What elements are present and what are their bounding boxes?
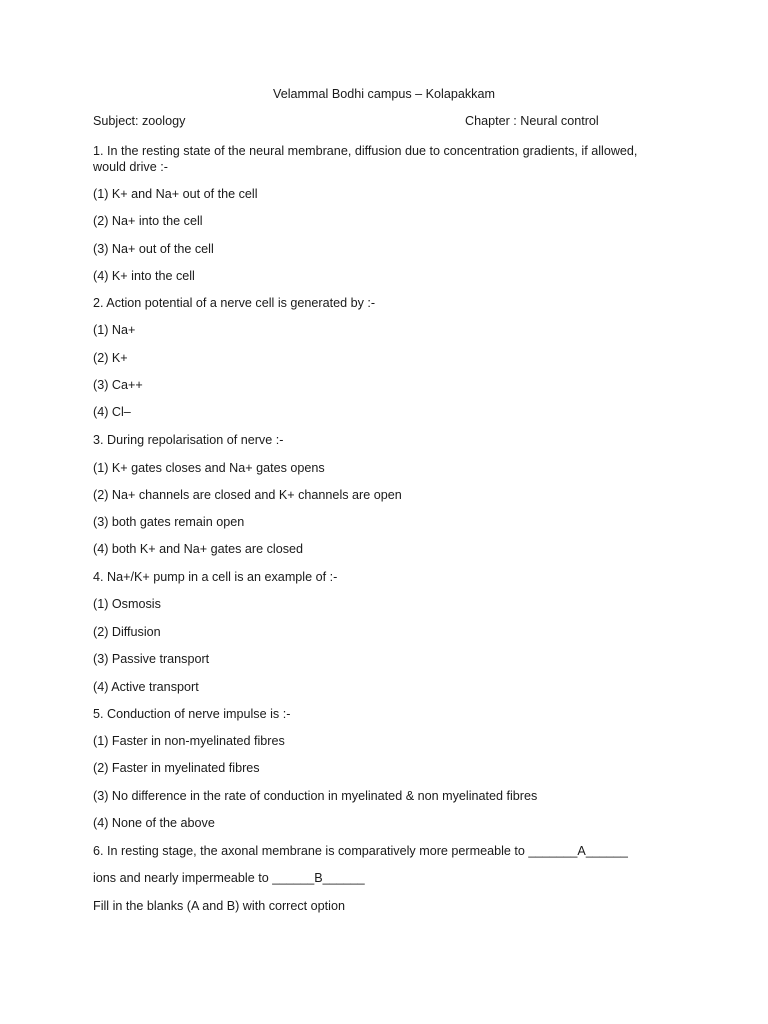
q6-instruction: Fill in the blanks (A and B) with correct option (93, 899, 345, 913)
q2-option-1: (1) Na+ (93, 323, 136, 337)
q4-option-4: (4) Active transport (93, 680, 199, 694)
q1-option-3: (3) Na+ out of the cell (93, 242, 214, 256)
question-5: 5. Conduction of nerve impulse is :- (93, 707, 291, 721)
q2-option-4: (4) Cl– (93, 405, 131, 419)
q6-continuation: ions and nearly impermeable to ______B______ (93, 871, 365, 885)
q1-option-1: (1) K+ and Na+ out of the cell (93, 187, 258, 201)
question-6: 6. In resting stage, the axonal membrane is comparatively more permeable to _______A______ (93, 844, 628, 858)
q2-option-3: (3) Ca++ (93, 378, 143, 392)
q5-option-2: (2) Faster in myelinated fibres (93, 761, 260, 775)
q5-option-4: (4) None of the above (93, 816, 215, 830)
q3-option-3: (3) both gates remain open (93, 515, 245, 529)
q4-option-1: (1) Osmosis (93, 597, 161, 611)
q5-option-3: (3) No difference in the rate of conduction in myelinated & non myelinated fibres (93, 789, 538, 803)
q4-option-2: (2) Diffusion (93, 625, 161, 639)
question-4: 4. Na+/K+ pump in a cell is an example of :- (93, 570, 338, 584)
chapter-label: Chapter : Neural control (465, 114, 599, 128)
q3-option-4: (4) both K+ and Na+ gates are closed (93, 542, 304, 556)
q3-option-2: (2) Na+ channels are closed and K+ channels are open (93, 488, 402, 502)
q5-option-1: (1) Faster in non-myelinated fibres (93, 734, 285, 748)
document-title: Velammal Bodhi campus – Kolapakkam (273, 87, 495, 101)
q1-option-2: (2) Na+ into the cell (93, 214, 203, 228)
q1-option-4: (4) K+ into the cell (93, 269, 195, 283)
q3-option-1: (1) K+ gates closes and Na+ gates opens (93, 461, 325, 475)
q4-option-3: (3) Passive transport (93, 652, 210, 666)
q2-option-2: (2) K+ (93, 351, 128, 365)
subject-label: Subject: zoology (93, 114, 186, 128)
question-1: 1. In the resting state of the neural membrane, diffusion due to concentration gradients, if allowed, would drive :- (93, 144, 638, 174)
question-3: 3. During repolarisation of nerve :- (93, 433, 284, 447)
question-2: 2. Action potential of a nerve cell is generated by :- (93, 296, 376, 310)
